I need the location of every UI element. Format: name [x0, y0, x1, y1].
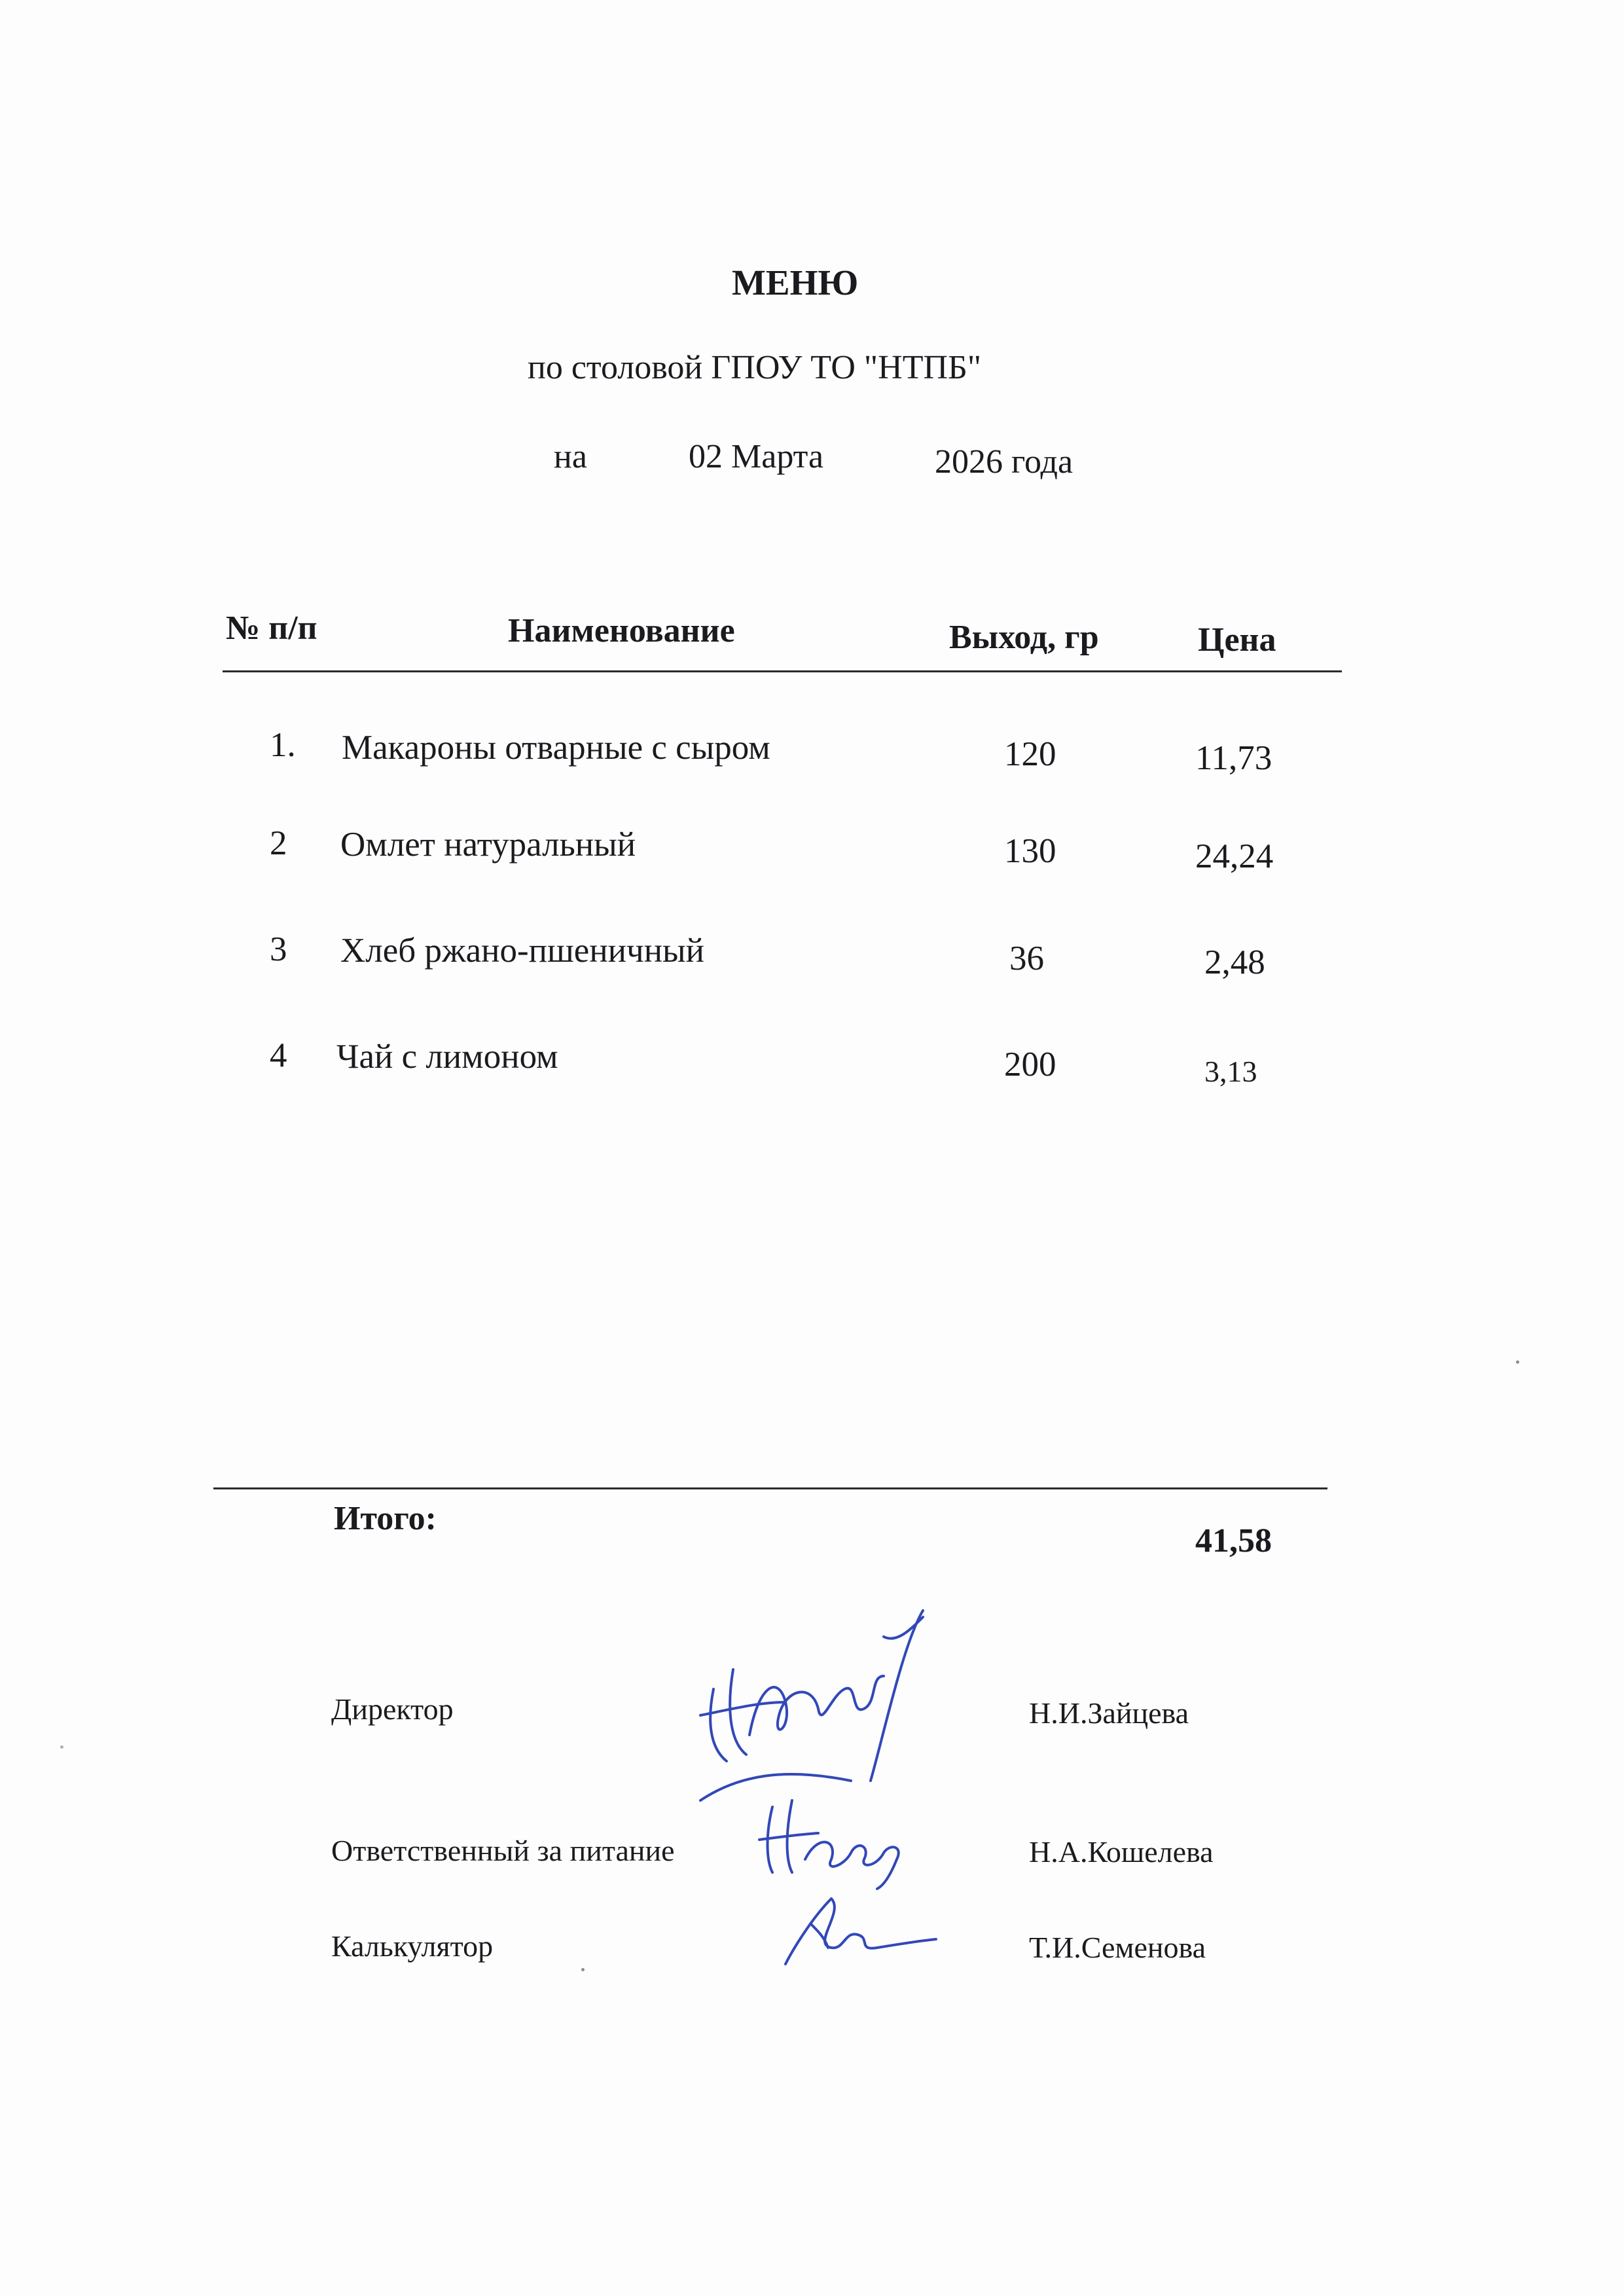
row-price: 11,73: [1195, 739, 1272, 777]
header-price: Цена: [1198, 621, 1276, 659]
document-subtitle: по столовой ГПОУ ТО "НТПБ": [528, 349, 982, 386]
signature-role: Директор: [331, 1692, 454, 1726]
date-prefix: на: [554, 438, 587, 475]
header-yield: Выход, гр: [949, 619, 1099, 656]
row-number: 4: [270, 1036, 287, 1074]
director-signature: [687, 1604, 949, 1813]
signature-role: Ответственный за питание: [331, 1834, 675, 1867]
total-rule: [213, 1487, 1327, 1489]
signature-person: Т.И.Семенова: [1029, 1931, 1206, 1964]
row-number: 3: [270, 930, 287, 968]
row-name: Омлет натуральный: [340, 826, 636, 864]
date-day-month: 02 Марта: [689, 438, 824, 475]
header-name: Наименование: [508, 612, 735, 649]
row-number: 2: [270, 824, 287, 862]
signature-person: Н.И.Зайцева: [1029, 1696, 1189, 1730]
row-name: Чай с лимоном: [336, 1038, 558, 1076]
document-title: МЕНЮ: [732, 263, 859, 302]
total-value: 41,58: [1195, 1522, 1272, 1559]
row-name: Хлеб ржано-пшеничный: [340, 932, 705, 970]
scan-speck: [581, 1968, 585, 1971]
date-year: 2026 года: [935, 443, 1074, 481]
signature-person: Н.А.Кошелева: [1029, 1835, 1214, 1868]
row-yield: 36: [1009, 939, 1044, 977]
scan-speck: [60, 1745, 63, 1749]
total-label: Итого:: [334, 1500, 437, 1537]
row-number: 1.: [270, 726, 296, 764]
scan-speck: [1516, 1360, 1519, 1364]
calculator-signature: [772, 1886, 943, 1971]
header-rule: [223, 670, 1342, 672]
responsible-signature: [746, 1794, 916, 1892]
row-yield: 120: [1004, 735, 1056, 773]
signature-role: Калькулятор: [331, 1929, 494, 1963]
row-price: 2,48: [1204, 943, 1265, 981]
header-number: № п/п: [226, 610, 317, 647]
row-name: Макароны отварные с сыром: [342, 729, 770, 767]
row-yield: 200: [1004, 1046, 1056, 1084]
row-yield: 130: [1004, 832, 1056, 870]
row-price: 3,13: [1204, 1055, 1257, 1088]
row-price: 24,24: [1195, 837, 1274, 875]
